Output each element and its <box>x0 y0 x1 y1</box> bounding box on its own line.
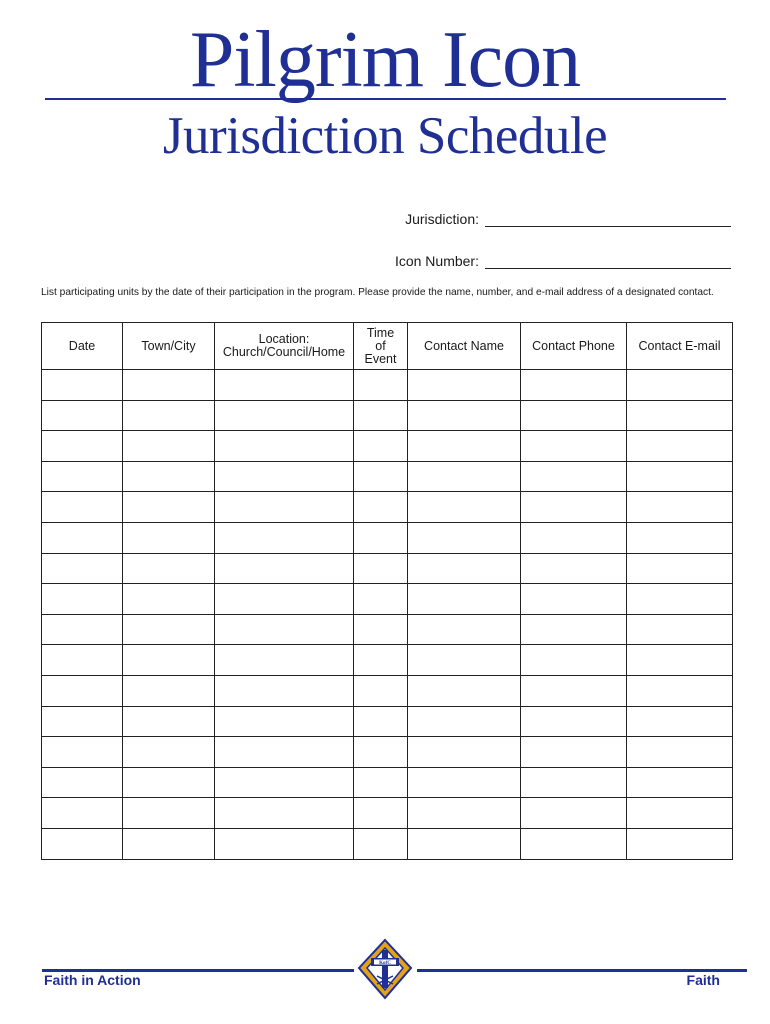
cell-town-city[interactable] <box>123 798 215 829</box>
cell-contact-email[interactable] <box>627 431 733 462</box>
cell-location[interactable] <box>215 767 354 798</box>
cell-contact-name[interactable] <box>408 522 521 553</box>
cell-town-city[interactable] <box>123 400 215 431</box>
page-subtitle: Jurisdiction Schedule <box>162 107 608 165</box>
table-row <box>42 737 733 768</box>
table-row <box>42 461 733 492</box>
cell-time[interactable] <box>354 370 408 401</box>
cell-town-city[interactable] <box>123 767 215 798</box>
svg-text:KofC: KofC <box>379 961 391 966</box>
cell-location[interactable] <box>215 553 354 584</box>
cell-contact-name[interactable] <box>408 675 521 706</box>
footer-tagline-left: Faith in Action <box>44 972 141 988</box>
cell-location[interactable] <box>215 645 354 676</box>
cell-contact-email[interactable] <box>627 492 733 523</box>
cell-date[interactable] <box>42 522 123 553</box>
cell-date[interactable] <box>42 737 123 768</box>
cell-time[interactable] <box>354 645 408 676</box>
cell-contact-name[interactable] <box>408 645 521 676</box>
cell-date[interactable] <box>42 828 123 859</box>
cell-contact-name[interactable] <box>408 614 521 645</box>
cell-contact-name[interactable] <box>408 400 521 431</box>
cell-date[interactable] <box>42 400 123 431</box>
cell-date[interactable] <box>42 553 123 584</box>
header-date: Date <box>42 323 123 370</box>
cell-contact-name[interactable] <box>408 706 521 737</box>
cell-contact-email[interactable] <box>627 767 733 798</box>
header-contact-email: Contact E-mail <box>627 323 733 370</box>
cell-location[interactable] <box>215 461 354 492</box>
cell-time[interactable] <box>354 522 408 553</box>
cell-town-city[interactable] <box>123 737 215 768</box>
cell-location[interactable] <box>215 828 354 859</box>
header-location-line2: Church/Council/Home <box>222 345 346 359</box>
table-header-row <box>42 323 733 370</box>
cell-contact-phone[interactable] <box>521 492 627 523</box>
cell-contact-phone[interactable] <box>521 706 627 737</box>
cell-contact-email[interactable] <box>627 461 733 492</box>
cell-contact-email[interactable] <box>627 645 733 676</box>
table-row <box>42 584 733 615</box>
cell-contact-email[interactable] <box>627 400 733 431</box>
cell-contact-name[interactable] <box>408 461 521 492</box>
table-row <box>42 370 733 401</box>
page-title: Pilgrim Icon <box>189 16 581 104</box>
jurisdiction-label: Jurisdiction: <box>405 211 479 227</box>
cell-town-city[interactable] <box>123 645 215 676</box>
cell-time[interactable] <box>354 767 408 798</box>
cell-contact-name[interactable] <box>408 828 521 859</box>
cell-town-city[interactable] <box>123 492 215 523</box>
table-row <box>42 828 733 859</box>
cell-town-city[interactable] <box>123 706 215 737</box>
cell-contact-name[interactable] <box>408 553 521 584</box>
cell-contact-phone[interactable] <box>521 737 627 768</box>
header-town-city: Town/City <box>123 323 215 370</box>
cell-contact-phone[interactable] <box>521 798 627 829</box>
cell-contact-name[interactable] <box>408 767 521 798</box>
cell-contact-email[interactable] <box>627 584 733 615</box>
cell-date[interactable] <box>42 767 123 798</box>
cell-time[interactable] <box>354 461 408 492</box>
cell-contact-email[interactable] <box>627 706 733 737</box>
cell-town-city[interactable] <box>123 370 215 401</box>
table-row <box>42 400 733 431</box>
cell-date[interactable] <box>42 461 123 492</box>
cell-town-city[interactable] <box>123 553 215 584</box>
cell-town-city[interactable] <box>123 828 215 859</box>
cell-location[interactable] <box>215 614 354 645</box>
cell-contact-email[interactable] <box>627 828 733 859</box>
cell-contact-email[interactable] <box>627 522 733 553</box>
cell-date[interactable] <box>42 370 123 401</box>
cell-time[interactable] <box>354 675 408 706</box>
cell-town-city[interactable] <box>123 675 215 706</box>
cell-town-city[interactable] <box>123 461 215 492</box>
cell-date[interactable] <box>42 584 123 615</box>
footer-tagline-right: Faith <box>686 972 720 988</box>
cell-contact-phone[interactable] <box>521 614 627 645</box>
table-row <box>42 553 733 584</box>
cell-contact-phone[interactable] <box>521 584 627 615</box>
header-time-line3: Event <box>364 351 397 366</box>
cell-town-city[interactable] <box>123 431 215 462</box>
cell-location[interactable] <box>215 370 354 401</box>
cell-date[interactable] <box>42 798 123 829</box>
cell-location[interactable] <box>215 706 354 737</box>
header-time <box>354 323 408 370</box>
cell-location[interactable] <box>215 400 354 431</box>
table-row <box>42 767 733 798</box>
cell-location[interactable] <box>215 522 354 553</box>
icon-number-label: Icon Number: <box>394 253 479 269</box>
cell-contact-phone[interactable] <box>521 675 627 706</box>
cell-date[interactable] <box>42 675 123 706</box>
cell-contact-phone[interactable] <box>521 553 627 584</box>
cell-date[interactable] <box>42 614 123 645</box>
cell-contact-phone[interactable] <box>521 431 627 462</box>
table-row <box>42 522 733 553</box>
header-contact-phone: Contact Phone <box>521 323 627 370</box>
cell-contact-phone[interactable] <box>521 400 627 431</box>
table-row <box>42 614 733 645</box>
cell-contact-email[interactable] <box>627 370 733 401</box>
cell-date[interactable] <box>42 492 123 523</box>
cell-contact-name[interactable] <box>408 492 521 523</box>
cell-contact-phone[interactable] <box>521 767 627 798</box>
cell-location[interactable] <box>215 584 354 615</box>
kofc-emblem-logo <box>355 938 415 1002</box>
icon-number-input-line[interactable] <box>485 254 731 269</box>
cell-time[interactable] <box>354 706 408 737</box>
cell-location[interactable] <box>215 798 354 829</box>
cell-contact-name[interactable] <box>408 584 521 615</box>
cell-time[interactable] <box>354 737 408 768</box>
header-time-line1: Time <box>366 325 395 340</box>
cell-location[interactable] <box>215 431 354 462</box>
header-contact-name: Contact Name <box>408 323 521 370</box>
jurisdiction-input-line[interactable] <box>485 212 731 227</box>
cell-time[interactable] <box>354 614 408 645</box>
cell-time[interactable] <box>354 798 408 829</box>
cell-date[interactable] <box>42 645 123 676</box>
table-row <box>42 706 733 737</box>
cell-contact-phone[interactable] <box>521 828 627 859</box>
cell-contact-name[interactable] <box>408 737 521 768</box>
cell-contact-phone[interactable] <box>521 522 627 553</box>
cell-contact-email[interactable] <box>627 614 733 645</box>
cell-town-city[interactable] <box>123 522 215 553</box>
cell-location[interactable] <box>215 737 354 768</box>
cell-time[interactable] <box>354 584 408 615</box>
cell-date[interactable] <box>42 706 123 737</box>
table-row <box>42 675 733 706</box>
instructions-text: List participating units by the date of their participation in the program. Please provide the name, number, and e-mail address of a designated contact. <box>41 287 714 298</box>
cell-contact-email[interactable] <box>627 675 733 706</box>
schedule-table <box>41 322 733 860</box>
cell-location[interactable] <box>215 492 354 523</box>
cell-contact-email[interactable] <box>627 798 733 829</box>
cell-contact-phone[interactable] <box>521 645 627 676</box>
cell-location[interactable] <box>215 675 354 706</box>
cell-contact-email[interactable] <box>627 553 733 584</box>
cell-contact-name[interactable] <box>408 370 521 401</box>
table-row <box>42 431 733 462</box>
table-row <box>42 645 733 676</box>
cell-contact-email[interactable] <box>627 737 733 768</box>
table-row <box>42 798 733 829</box>
cell-time[interactable] <box>354 400 408 431</box>
cell-contact-name[interactable] <box>408 431 521 462</box>
schedule-body <box>42 370 733 860</box>
header-location-line1: Location: <box>258 332 310 346</box>
cell-time[interactable] <box>354 492 408 523</box>
jurisdiction-field <box>405 211 731 227</box>
header-location <box>215 323 354 370</box>
cell-contact-name[interactable] <box>408 798 521 829</box>
cell-town-city[interactable] <box>123 614 215 645</box>
table-row <box>42 492 733 523</box>
cell-time[interactable] <box>354 431 408 462</box>
cell-date[interactable] <box>42 431 123 462</box>
cell-town-city[interactable] <box>123 584 215 615</box>
cell-time[interactable] <box>354 828 408 859</box>
icon-number-field <box>395 253 731 269</box>
cell-contact-phone[interactable] <box>521 370 627 401</box>
header-time-line2: of <box>375 338 386 353</box>
cell-contact-phone[interactable] <box>521 461 627 492</box>
cell-time[interactable] <box>354 553 408 584</box>
